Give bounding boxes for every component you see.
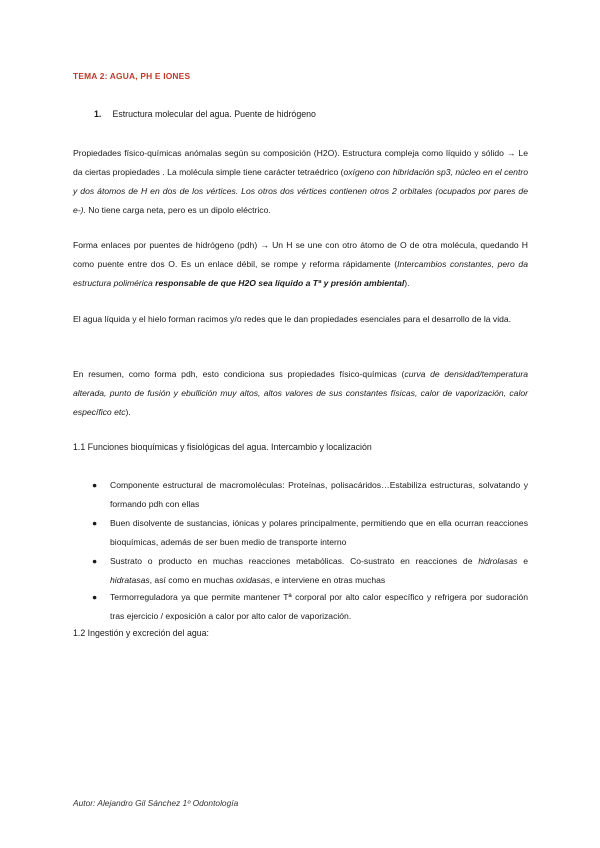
paragraph-ice-networks: El agua líquida y el hielo forman racimos y/o redes que le dan propiedades esenciales para el desarrollo de la vida. bbox=[73, 314, 512, 324]
p2-text: Forma enlaces por puentes de hidrógeno (pdh) → Un H se une con otro átomo de O de otra molécula, quedando H como puente entre dos O. Es un enlace débil, se rompe y reforma rápidamente ( bbox=[73, 240, 528, 269]
list-item-text: Sustrato o producto en muchas reacciones metabólicas. Co-sustrato en reacciones de hidrolasas e hidratasas, así como en muchas oxidasas, e interviene en otras muchas bbox=[110, 556, 528, 585]
p4-italic: curva de densidad/temperatura alterada, punto de fusión y ebullición muy altos, altos valores de sus constantes físicas, calor de vaporización, calor específico etc bbox=[73, 369, 528, 417]
paragraph-hydrogen-bonds bbox=[73, 236, 528, 293]
p4-text: En resumen, como forma pdh, esto condiciona sus propiedades físico-químicas ( bbox=[73, 369, 405, 379]
p1-text-end: No tiene carga neta, pero es un dipolo eléctrico. bbox=[85, 205, 271, 215]
section-title: Estructura molecular del agua. Puente de hidrógeno bbox=[112, 109, 316, 119]
paragraph-summary bbox=[73, 365, 528, 422]
list-item bbox=[92, 476, 528, 514]
list-item bbox=[92, 514, 528, 552]
bullet-icon: ● bbox=[92, 480, 98, 490]
list-item bbox=[92, 552, 528, 590]
bullet-icon: ● bbox=[92, 556, 98, 566]
section-1-heading bbox=[94, 109, 316, 119]
list-item bbox=[92, 588, 528, 626]
list-item-text: Termorreguladora ya que permite mantener Tª corporal por alto calor específico y refrigera por sudoración tras ejercicio / exposición a calor por alto calor de vaporización. bbox=[110, 592, 528, 621]
section-number: 1. bbox=[94, 109, 102, 119]
p2-bold-italic: responsable de que H2O sea líquido a Tª y presión ambiental bbox=[155, 278, 405, 288]
paragraph-properties bbox=[73, 144, 528, 220]
p2-italic: Intercambios constantes, pero da estructura polimérica bbox=[73, 259, 528, 288]
bullet-icon: ● bbox=[92, 592, 98, 602]
list-item-text: Buen disolvente de sustancias, iónicas y polares principalmente, permitiendo que en ella ocurran reacciones bioquímicas, además de ser buen medio de transporte interno bbox=[110, 518, 528, 547]
page-footer-author: Autor: Alejandro Gil Sánchez 1º Odontología bbox=[73, 798, 239, 808]
p1-text: Propiedades físico-químicas anómalas según su composición (H2O). Estructura compleja como líquido y sólido → Le da ciertas propiedades . La molécula simple tiene carácter tetraédrico ( bbox=[73, 148, 528, 177]
section-1-2-heading: 1.2 Ingestión y excreción del agua: bbox=[73, 628, 209, 638]
p1-italic: oxígeno con hibridación sp3, núcleo en el centro y dos átomos de H en dos de los vértices. Los otros dos vértices contienen otros 2 orbitales (ocupados por pares de e-). bbox=[73, 167, 528, 215]
list-item-text: Componente estructural de macromoléculas: Proteínas, polisacáridos…Estabiliza estructuras, solvatando y formando pdh con ellas bbox=[110, 480, 528, 509]
p2-text-end: ). bbox=[404, 278, 410, 288]
p4-text-end: ). bbox=[125, 407, 131, 417]
bullet-icon: ● bbox=[92, 518, 98, 528]
section-1-1-heading: 1.1 Funciones bioquímicas y fisiológicas del agua. Intercambio y localización bbox=[73, 442, 372, 452]
document-title: TEMA 2: AGUA, PH E IONES bbox=[73, 71, 191, 81]
